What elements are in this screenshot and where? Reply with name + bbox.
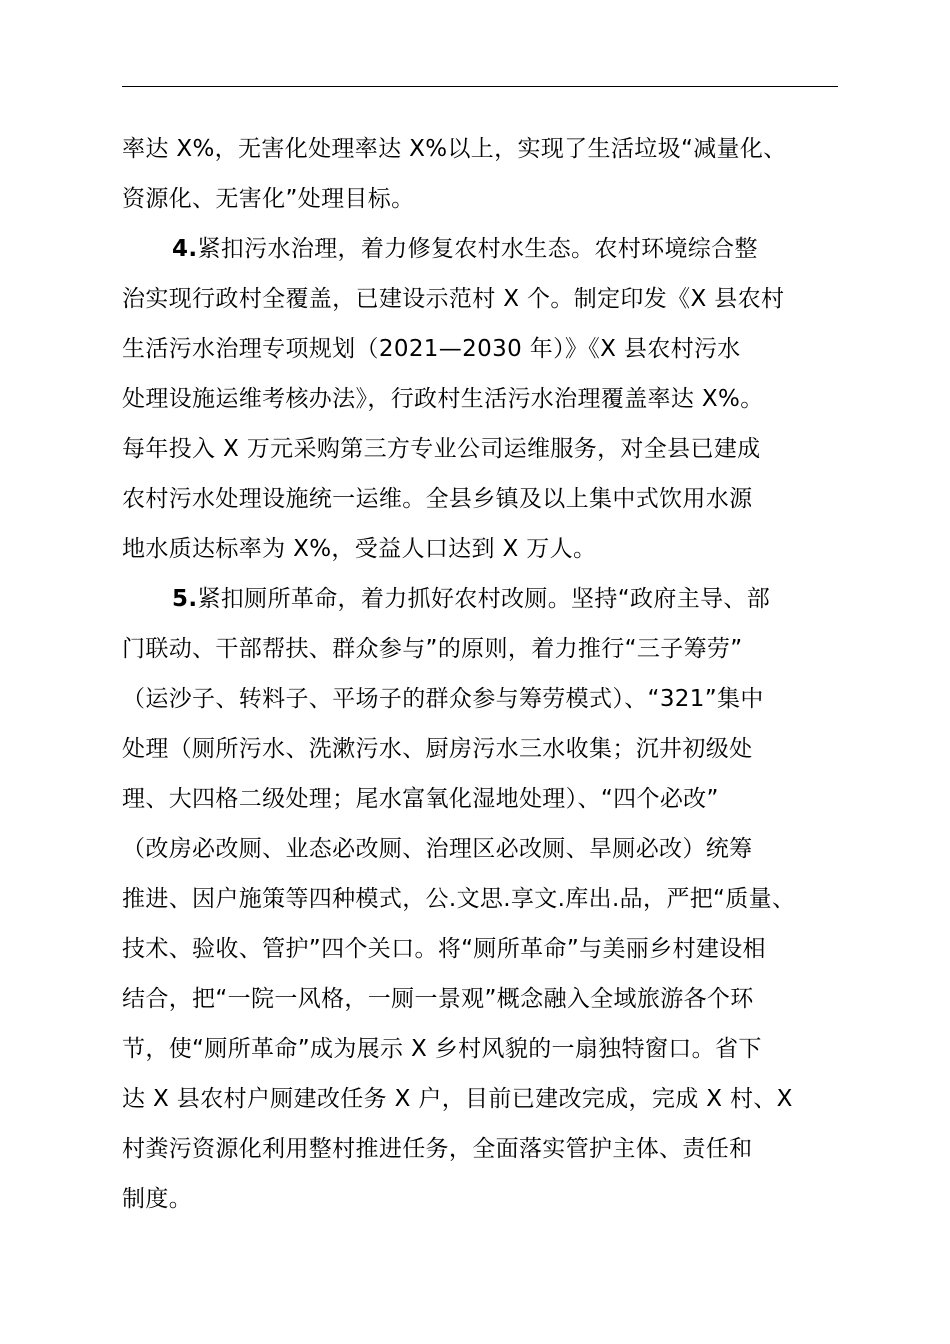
text-line: 制度。 xyxy=(122,1186,193,1212)
text-line: （改房必改厕、业态必改厕、治理区必改厕、旱厕必改）统筹 xyxy=(122,836,753,862)
text-line: 技术、验收、管护”四个关口。将“厕所革命”与美丽乡村建设相 xyxy=(122,936,766,962)
text-line: 达 X 县农村户厕建改任务 X 户，目前已建改完成，完成 X 村、X xyxy=(122,1086,793,1112)
item-number-5: 5. xyxy=(172,586,198,612)
text-line: 结合，把“一院一风格，一厕一景观”概念融入全域旅游各个环 xyxy=(122,986,754,1012)
paragraph-4-first-line xyxy=(172,235,758,263)
text-line: 处理设施运维考核办法》，行政村生活污水治理覆盖率达 X%。 xyxy=(122,386,764,412)
text-line: 农村污水处理设施统一运维。全县乡镇及以上集中式饮用水源 xyxy=(122,486,753,512)
text-line: 村粪污资源化利用整村推进任务，全面落实管护主体、责任和 xyxy=(122,1136,753,1162)
text-line: 每年投入 X 万元采购第三方专业公司运维服务，对全县已建成 xyxy=(122,436,761,462)
paragraph-5-first-line xyxy=(172,585,770,613)
text-line: 地水质达标率为 X%，受益人口达到 X 万人。 xyxy=(122,536,597,562)
text-line: 生活污水治理专项规划（2021—2030 年）》《X 县农村污水 xyxy=(122,336,741,362)
text-line: 资源化、无害化”处理目标。 xyxy=(122,186,415,212)
text-line: 处理（厕所污水、洗漱污水、厨房污水三水收集；沉井初级处 xyxy=(122,736,753,762)
text-line: 门联动、干部帮扶、群众参与”的原则，着力推行“三子筹劳” xyxy=(122,636,743,662)
text-line: 治实现行政村全覆盖，已建设示范村 X 个。制定印发《X 县农村 xyxy=(122,286,785,312)
text-line: 推进、因户施策等四种模式，公.文思.享文.库出.品，严把“质量、 xyxy=(122,886,796,912)
header-rule xyxy=(122,86,838,87)
text-line: 率达 X%，无害化处理率达 X%以上，实现了生活垃圾“减量化、 xyxy=(122,136,787,162)
item-number-4: 4. xyxy=(172,236,198,262)
text-line: （运沙子、转料子、平场子的群众参与筹劳模式）、“321”集中 xyxy=(122,686,764,712)
text-line: 理、大四格二级处理；尾水富氧化湿地处理）、“四个必改” xyxy=(122,786,719,812)
text-line: 节，使“厕所革命”成为展示 X 乡村风貌的一扇独特窗口。省下 xyxy=(122,1036,762,1062)
text-line: 紧扣污水治理，着力修复农村水生态。农村环境综合整 xyxy=(197,236,758,262)
text-line: 紧扣厕所革命，着力抓好农村改厕。坚持“政府主导、部 xyxy=(197,586,771,612)
